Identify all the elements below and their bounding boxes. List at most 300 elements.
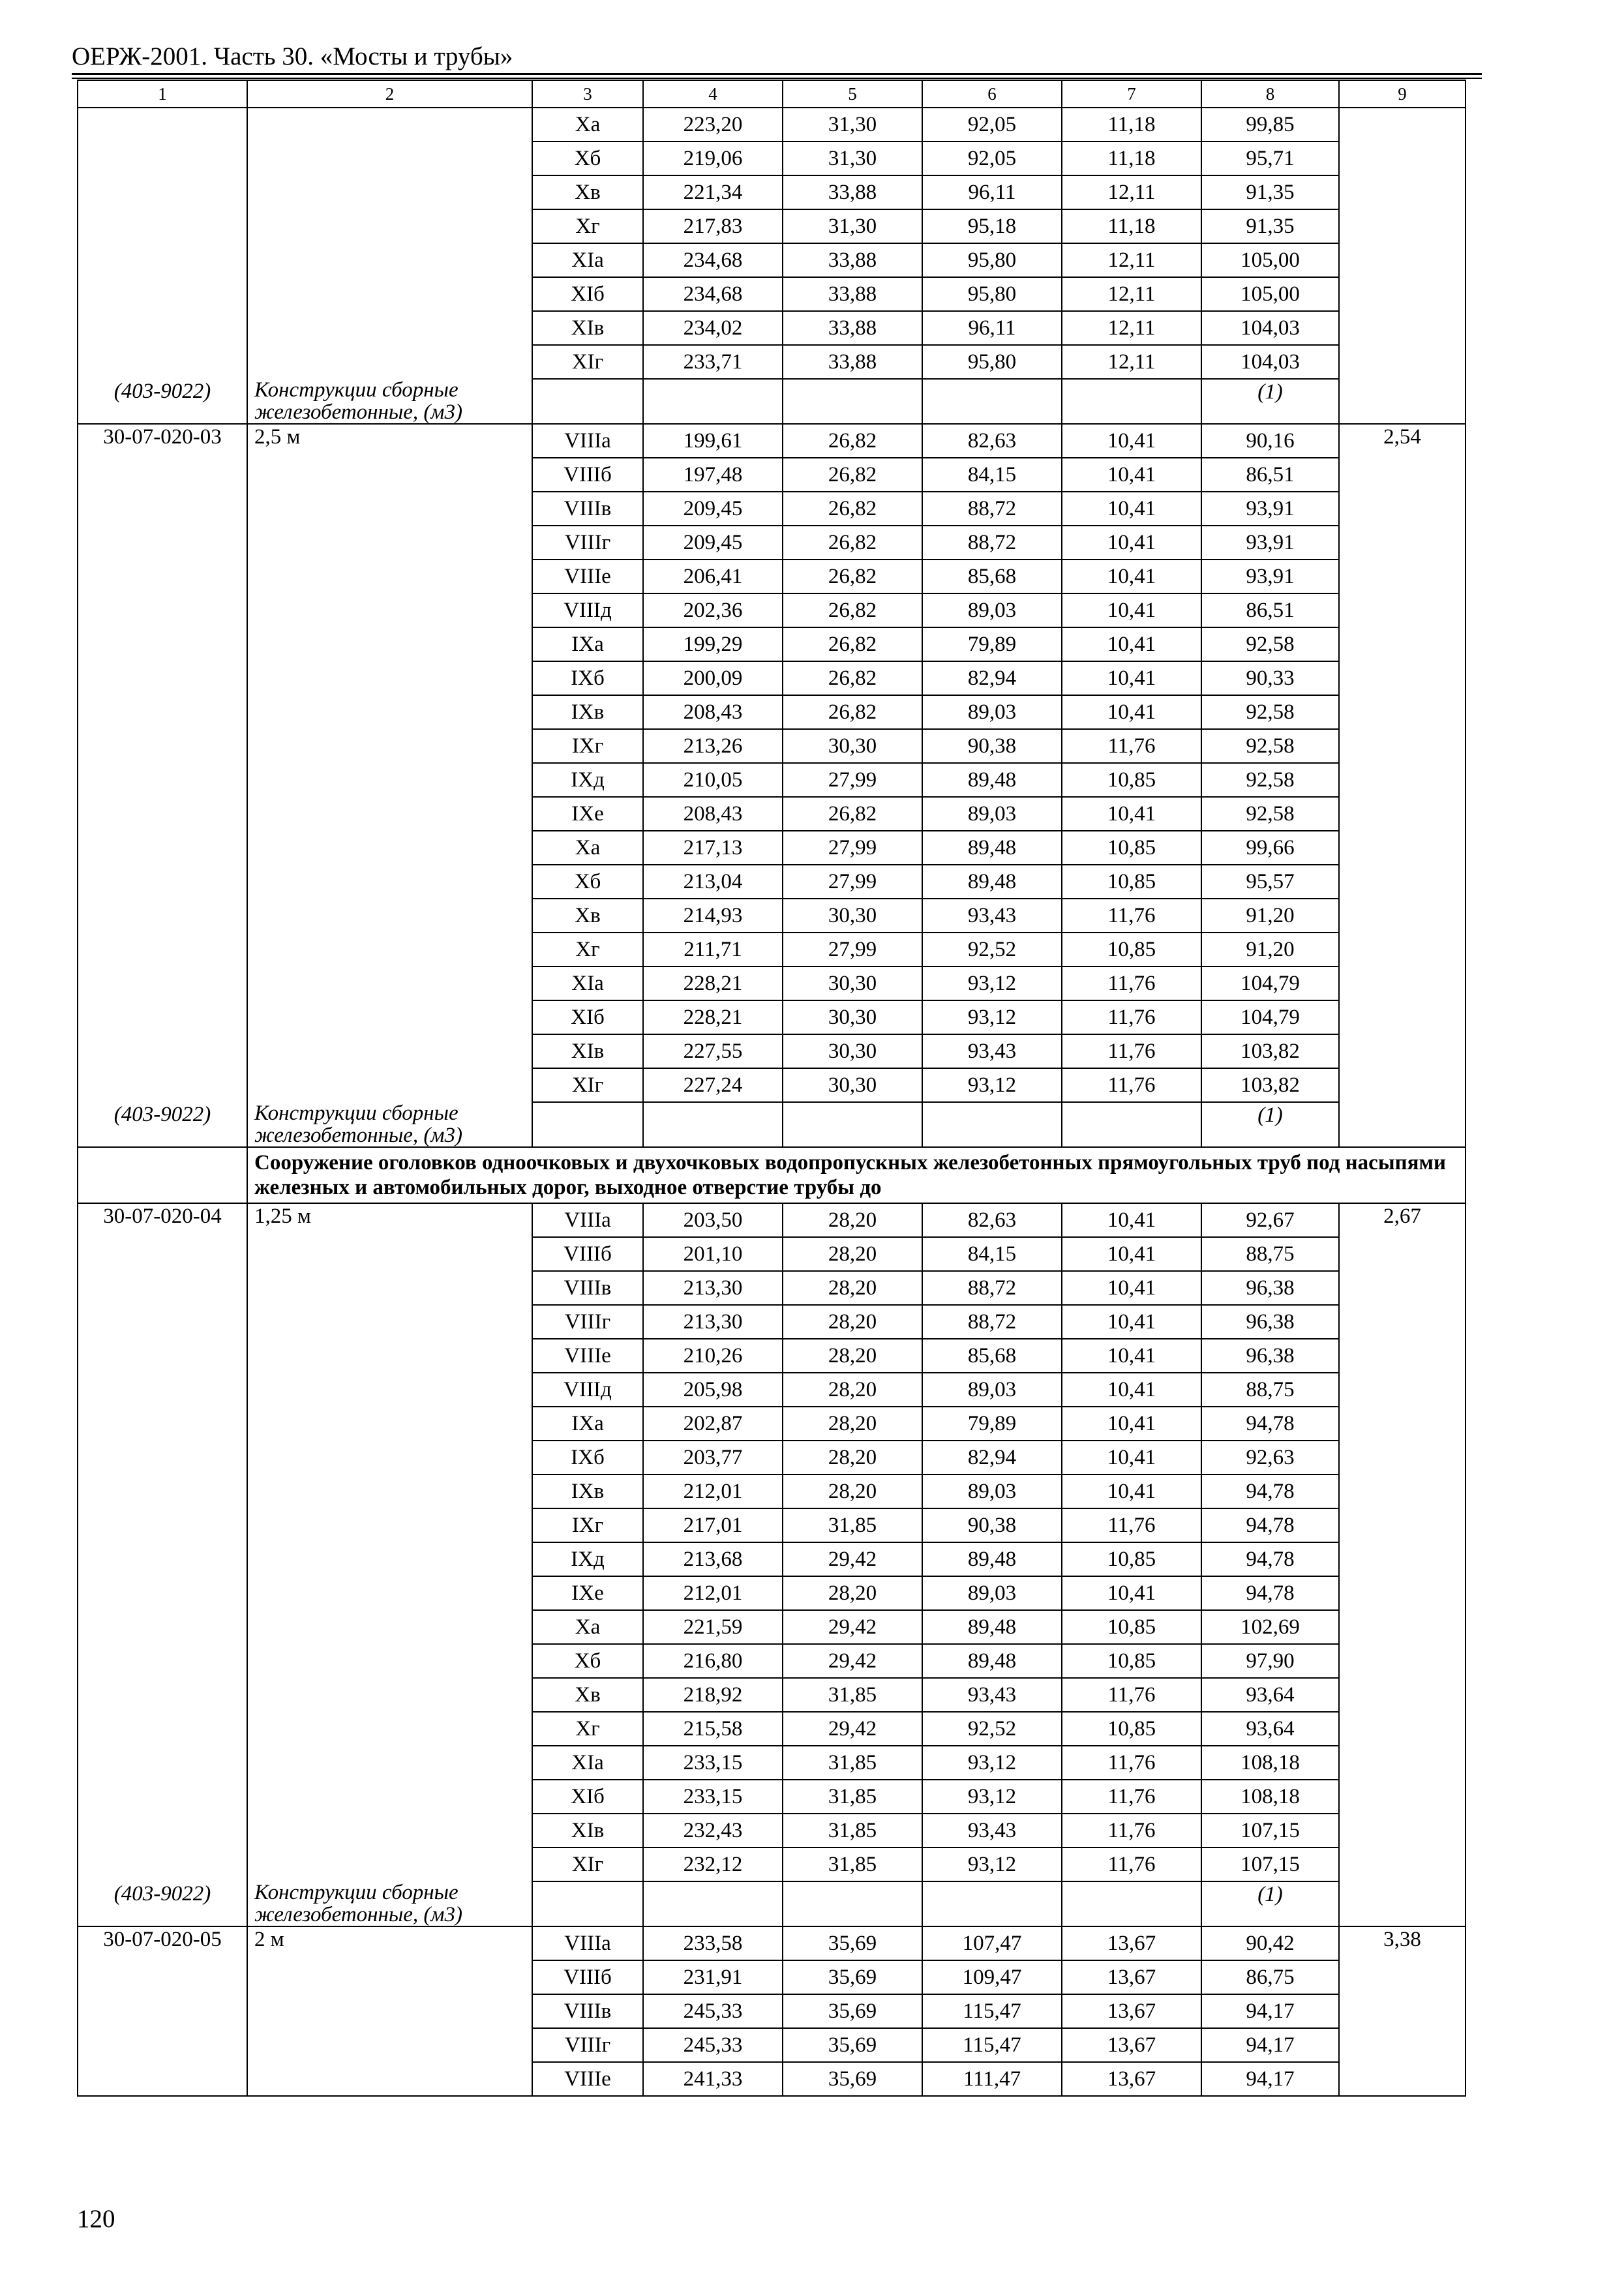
value-cell: 89,48 [922,1644,1062,1678]
column-number-cell: 5 [783,80,922,108]
value-cell: 28,20 [783,1441,922,1474]
value-cell: 201,10 [643,1237,783,1271]
value-cell: 11,76 [1062,1508,1201,1542]
type-cell: Xа [532,108,643,142]
value-cell: 31,85 [783,1508,922,1542]
empty-cell [1062,1102,1201,1147]
table-row [78,1610,1466,1644]
value-cell: 35,69 [783,1926,922,1960]
name-cell [247,1034,532,1068]
name-cell [247,142,532,175]
col9-cell [1339,1000,1466,1034]
value-cell: 95,80 [922,277,1062,311]
name-cell [247,763,532,797]
type-cell: IXд [532,763,643,797]
col9-cell [1339,933,1466,966]
code-cell [78,1068,247,1102]
table-row [78,1576,1466,1610]
value-cell: 211,71 [643,933,783,966]
value-cell: 213,04 [643,865,783,899]
value-cell: 89,03 [922,1474,1062,1508]
type-cell: Xг [532,209,643,243]
name-cell [247,899,532,933]
col9-cell: 2,54 [1339,424,1466,458]
value-cell: 26,82 [783,695,922,729]
value-cell: 10,41 [1062,458,1201,492]
value-cell: 208,43 [643,797,783,831]
table-row [78,1960,1466,1994]
column-number-cell: 1 [78,80,247,108]
value-cell: 197,48 [643,458,783,492]
col9-cell [1339,2028,1466,2062]
empty-cell [783,1881,922,1926]
code-cell [78,1994,247,2028]
value-cell: 93,43 [922,1034,1062,1068]
type-cell: VIIIа [532,424,643,458]
name-cell [247,1305,532,1339]
name-cell [247,1373,532,1407]
value-cell: 82,94 [922,661,1062,695]
reference-row [78,379,1466,424]
code-cell [78,1034,247,1068]
reference-row [78,1102,1466,1147]
col9-cell [1339,175,1466,209]
col9-cell [1339,1271,1466,1305]
value-cell: 13,67 [1062,1960,1201,1994]
col9-cell [1339,1508,1466,1542]
type-cell: IXб [532,1441,643,1474]
value-cell: 10,41 [1062,492,1201,526]
empty-cell [1062,1881,1201,1926]
col9-cell: 2,67 [1339,1203,1466,1237]
value-cell: 10,41 [1062,1576,1201,1610]
code-cell: 30-07-020-05 [78,1926,247,1960]
value-cell: 213,30 [643,1271,783,1305]
table-row [78,1644,1466,1678]
table-row [78,966,1466,1000]
code-cell [78,345,247,379]
empty-cell [922,379,1062,424]
value-cell: 92,52 [922,1712,1062,1746]
type-cell: VIIIв [532,1271,643,1305]
value-cell: 89,03 [922,593,1062,627]
code-cell [78,729,247,763]
value-cell: 26,82 [783,492,922,526]
value-cell: 92,52 [922,933,1062,966]
value-cell: 28,20 [783,1305,922,1339]
name-cell [247,1780,532,1814]
col9-cell [1339,1746,1466,1780]
col9-cell [1339,526,1466,560]
type-cell: IXб [532,661,643,695]
name-cell [247,1508,532,1542]
table-row [78,1848,1466,1881]
value-cell: 96,38 [1201,1305,1339,1339]
name-cell [247,526,532,560]
value-cell: 213,68 [643,1542,783,1576]
value-cell: 11,76 [1062,1068,1201,1102]
value-cell: 88,72 [922,1271,1062,1305]
value-cell: 227,55 [643,1034,783,1068]
col9-cell [1339,1237,1466,1271]
col9-cell [1339,379,1466,424]
reference-text: Конструкции сборные железобетонные, (м3) [247,1881,532,1926]
value-cell: 200,09 [643,661,783,695]
empty-cell [532,1881,643,1926]
value-cell: 97,90 [1201,1644,1339,1678]
value-cell: 92,05 [922,108,1062,142]
name-cell [247,243,532,277]
type-cell: XIг [532,1848,643,1881]
section-empty-cell [78,1147,247,1203]
reference-qty: (1) [1201,379,1339,424]
name-cell [247,593,532,627]
value-cell: 12,11 [1062,277,1201,311]
type-cell: Xг [532,933,643,966]
type-cell: VIIIг [532,1305,643,1339]
value-cell: 111,47 [922,2062,1062,2096]
value-cell: 95,80 [922,243,1062,277]
col9-cell [1339,277,1466,311]
value-cell: 89,48 [922,1542,1062,1576]
table-row [78,933,1466,966]
name-cell [247,1474,532,1508]
table-row [78,424,1466,458]
value-cell: 31,85 [783,1814,922,1848]
col9-cell [1339,345,1466,379]
value-cell: 31,30 [783,209,922,243]
type-cell: IXг [532,729,643,763]
value-cell: 107,15 [1201,1814,1339,1848]
type-cell: Xв [532,899,643,933]
type-cell: XIг [532,1068,643,1102]
table-row [78,2028,1466,2062]
value-cell: 88,72 [922,1305,1062,1339]
value-cell: 35,69 [783,1960,922,1994]
value-cell: 31,85 [783,1780,922,1814]
value-cell: 109,47 [922,1960,1062,1994]
type-cell: VIIIб [532,1960,643,1994]
col9-cell [1339,458,1466,492]
name-cell [247,1814,532,1848]
value-cell: 233,15 [643,1780,783,1814]
type-cell: VIIIа [532,1203,643,1237]
value-cell: 11,18 [1062,108,1201,142]
name-cell [247,1237,532,1271]
value-cell: 93,91 [1201,492,1339,526]
type-cell: Xа [532,1610,643,1644]
value-cell: 94,17 [1201,2062,1339,2096]
value-cell: 93,43 [922,1814,1062,1848]
value-cell: 90,38 [922,1508,1062,1542]
table-row [78,1000,1466,1034]
column-number-row [78,80,1466,108]
column-number-cell: 6 [922,80,1062,108]
value-cell: 232,43 [643,1814,783,1848]
value-cell: 31,30 [783,108,922,142]
value-cell: 104,79 [1201,1000,1339,1034]
name-cell [247,1407,532,1441]
col9-cell [1339,492,1466,526]
col9-cell [1339,1644,1466,1678]
col9-cell: 3,38 [1339,1926,1466,1960]
value-cell: 92,63 [1201,1441,1339,1474]
col9-cell [1339,1339,1466,1373]
value-cell: 84,15 [922,458,1062,492]
code-cell [78,797,247,831]
value-cell: 31,85 [783,1746,922,1780]
name-cell [247,966,532,1000]
code-cell [78,560,247,593]
type-cell: VIIIб [532,458,643,492]
table-row [78,1407,1466,1441]
table-row [78,797,1466,831]
value-cell: 28,20 [783,1237,922,1271]
value-cell: 205,98 [643,1373,783,1407]
value-cell: 90,16 [1201,424,1339,458]
code-cell [78,458,247,492]
empty-cell [783,379,922,424]
value-cell: 92,58 [1201,797,1339,831]
value-cell: 217,83 [643,209,783,243]
value-cell: 33,88 [783,243,922,277]
name-cell [247,1271,532,1305]
table-row [78,763,1466,797]
value-cell: 108,18 [1201,1746,1339,1780]
value-cell: 90,33 [1201,661,1339,695]
value-cell: 89,48 [922,831,1062,865]
column-number-cell: 4 [643,80,783,108]
col9-cell [1339,1542,1466,1576]
empty-cell [643,379,783,424]
value-cell: 10,41 [1062,1339,1201,1373]
value-cell: 10,85 [1062,865,1201,899]
value-cell: 10,85 [1062,763,1201,797]
value-cell: 199,29 [643,627,783,661]
code-cell: 30-07-020-03 [78,424,247,458]
name-cell [247,1960,532,1994]
value-cell: 203,77 [643,1441,783,1474]
name-cell [247,1610,532,1644]
table-row [78,899,1466,933]
value-cell: 96,11 [922,311,1062,345]
value-cell: 223,20 [643,108,783,142]
value-cell: 99,66 [1201,831,1339,865]
table-row [78,1305,1466,1339]
col9-cell [1339,560,1466,593]
table-row [78,175,1466,209]
value-cell: 26,82 [783,797,922,831]
reference-row [78,1881,1466,1926]
table-row [78,108,1466,142]
value-cell: 233,58 [643,1926,783,1960]
value-cell: 10,41 [1062,1237,1201,1271]
value-cell: 10,41 [1062,560,1201,593]
value-cell: 12,11 [1062,175,1201,209]
type-cell: Xб [532,1644,643,1678]
code-cell [78,1644,247,1678]
name-cell [247,311,532,345]
value-cell: 88,75 [1201,1237,1339,1271]
reference-code: (403-9022) [78,379,247,424]
value-cell: 33,88 [783,277,922,311]
code-cell [78,1576,247,1610]
value-cell: 13,67 [1062,1926,1201,1960]
value-cell: 89,48 [922,1610,1062,1644]
value-cell: 86,51 [1201,593,1339,627]
type-cell: Xа [532,831,643,865]
type-cell: Xб [532,865,643,899]
col9-cell [1339,1610,1466,1644]
value-cell: 10,41 [1062,1373,1201,1407]
table-row [78,1474,1466,1508]
value-cell: 35,69 [783,2028,922,2062]
col9-cell [1339,209,1466,243]
name-cell [247,209,532,243]
value-cell: 13,67 [1062,1994,1201,2028]
value-cell: 30,30 [783,729,922,763]
table-row [78,1746,1466,1780]
value-cell: 94,78 [1201,1407,1339,1441]
table-row [78,277,1466,311]
table-row [78,1780,1466,1814]
value-cell: 89,03 [922,797,1062,831]
value-cell: 218,92 [643,1678,783,1712]
value-cell: 10,85 [1062,831,1201,865]
code-cell [78,526,247,560]
name-cell [247,933,532,966]
value-cell: 27,99 [783,831,922,865]
reference-text: Конструкции сборные железобетонные, (м3) [247,379,532,424]
value-cell: 29,42 [783,1644,922,1678]
value-cell: 231,91 [643,1960,783,1994]
table-row [78,142,1466,175]
value-cell: 217,01 [643,1508,783,1542]
value-cell: 245,33 [643,1994,783,2028]
value-cell: 11,18 [1062,142,1201,175]
value-cell: 30,30 [783,966,922,1000]
code-cell [78,1237,247,1271]
name-cell [247,1542,532,1576]
col9-cell [1339,1305,1466,1339]
empty-cell [643,1102,783,1147]
value-cell: 92,58 [1201,695,1339,729]
table-row [78,831,1466,865]
type-cell: IXа [532,627,643,661]
value-cell: 82,94 [922,1441,1062,1474]
value-cell: 35,69 [783,1994,922,2028]
name-cell [247,1644,532,1678]
value-cell: 11,76 [1062,1780,1201,1814]
code-cell [78,209,247,243]
value-cell: 11,76 [1062,966,1201,1000]
value-cell: 208,43 [643,695,783,729]
value-cell: 233,71 [643,345,783,379]
col9-cell [1339,899,1466,933]
value-cell: 28,20 [783,1407,922,1441]
table-row [78,661,1466,695]
reference-qty: (1) [1201,1102,1339,1147]
table-row [78,311,1466,345]
page-number: 120 [77,2205,115,2233]
section-heading: Сооружение оголовков одноочковых и двухочковых водопропускных железобетонных прямоугольных труб под насыпями железных и автомобильных дорог, выходное отверстие трубы до [247,1147,1466,1203]
table-row [78,1678,1466,1712]
name-cell [247,1441,532,1474]
value-cell: 209,45 [643,492,783,526]
value-cell: 93,12 [922,966,1062,1000]
table-row [78,1068,1466,1102]
code-cell [78,1746,247,1780]
code-cell [78,899,247,933]
col9-cell [1339,142,1466,175]
header-rule [72,73,1482,75]
value-cell: 10,85 [1062,1542,1201,1576]
rates-table [77,80,1466,2097]
type-cell: XIа [532,243,643,277]
value-cell: 88,72 [922,492,1062,526]
value-cell: 27,99 [783,763,922,797]
value-cell: 104,03 [1201,311,1339,345]
table-row [78,1542,1466,1576]
name-cell [247,560,532,593]
value-cell: 89,03 [922,1373,1062,1407]
type-cell: IXв [532,1474,643,1508]
name-cell [247,1678,532,1712]
value-cell: 12,11 [1062,345,1201,379]
value-cell: 90,42 [1201,1926,1339,1960]
empty-cell [532,379,643,424]
type-cell: XIб [532,1000,643,1034]
value-cell: 115,47 [922,1994,1062,2028]
col9-cell [1339,695,1466,729]
name-cell [247,175,532,209]
value-cell: 89,03 [922,695,1062,729]
table-row [78,492,1466,526]
code-cell [78,1305,247,1339]
value-cell: 92,58 [1201,627,1339,661]
value-cell: 28,20 [783,1339,922,1373]
value-cell: 10,41 [1062,424,1201,458]
code-cell: 30-07-020-04 [78,1203,247,1237]
value-cell: 12,11 [1062,311,1201,345]
code-cell [78,763,247,797]
value-cell: 13,67 [1062,2028,1201,2062]
name-cell [247,277,532,311]
code-cell [78,108,247,142]
value-cell: 89,48 [922,763,1062,797]
value-cell: 10,85 [1062,1712,1201,1746]
value-cell: 213,26 [643,729,783,763]
col9-cell [1339,108,1466,142]
column-number-cell: 9 [1339,80,1466,108]
value-cell: 107,47 [922,1926,1062,1960]
code-cell [78,1000,247,1034]
code-cell [78,277,247,311]
type-cell: XIа [532,966,643,1000]
value-cell: 26,82 [783,661,922,695]
value-cell: 91,20 [1201,899,1339,933]
value-cell: 85,68 [922,560,1062,593]
value-cell: 30,30 [783,1000,922,1034]
code-cell [78,175,247,209]
col9-cell [1339,1068,1466,1102]
value-cell: 94,78 [1201,1576,1339,1610]
col9-cell [1339,763,1466,797]
name-cell [247,695,532,729]
type-cell: Xб [532,142,643,175]
name-cell [247,1712,532,1746]
value-cell: 28,20 [783,1373,922,1407]
